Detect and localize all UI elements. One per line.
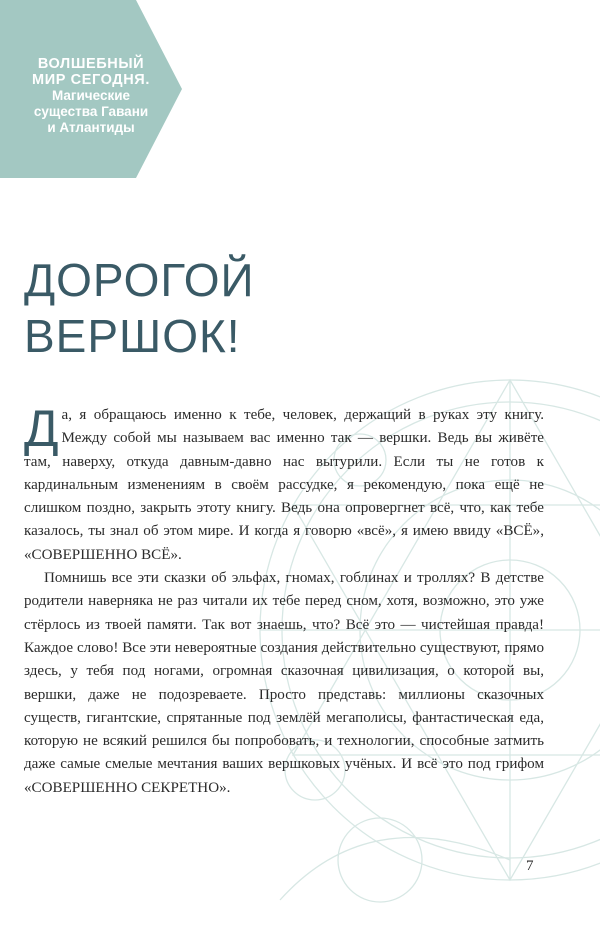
badge-line-3: Магические (51, 88, 131, 103)
paragraph-2: Помнишь все эти сказки об эльфах, гномах, гоблинах и троллях? В детстве родители наверняка не раз читали их тебе перед сном, хотя, возможно, это уже стёрлось из твоей памяти. Так вот знаешь, что? Всё это — чистейшая правда! Каждое слово! Все эти невероятные создания действительно существуют, прямо здесь, у тебя под ногами, огромная сказочная цивилизация, о которой вы, вершки, даже не подозреваете. Просто представь: миллионы сказочных существ, гигантские, спрятанные под землёй мегаполисы, фантастическая еда, которую не всякий решился бы попробовать, и технологии, способные затмить даже самые смелые мечтания ваших вершковых учёных. И всё это под грифом «СОВЕРШЕННО СЕКРЕТНО». (24, 570, 544, 796)
paragraph-1-text: а, я обращаюсь именно к тебе, человек, держащий в руках эту книгу. Между собой мы называем вас именно так — вершки. Ведь вы живёте там, наверху, откуда давным-давно нас вытурили. Если ты не готов к кардинальным изменениям в своём рассудке, я рекомендую, пока ещё не слишком поздно, закрыть этоту книгу. Ведь она опровергнет всё, что, как тебе казалось, ты знал об этом мире. И когда я говорю «всё», я имею ввиду «ВСЁ», «СОВЕРШЕННО ВСЁ». (24, 407, 544, 563)
chapter-badge (0, 0, 182, 178)
chapter-badge-text (0, 56, 182, 136)
page-number: 7 (526, 858, 534, 874)
title-line-1: ДОРОГОЙ (24, 254, 255, 306)
badge-line-2: МИР СЕГОДНЯ. (32, 72, 150, 88)
body-text (24, 400, 544, 800)
badge-line-1: ВОЛШЕБНЫЙ (37, 56, 145, 72)
drop-cap: Д (24, 400, 59, 457)
page-title (24, 252, 255, 364)
title-line-2: ВЕРШОК! (24, 310, 241, 362)
badge-line-4: существа Гавани (33, 104, 149, 119)
paragraph-1 (24, 400, 544, 567)
badge-line-5: и Атлантиды (47, 120, 135, 135)
